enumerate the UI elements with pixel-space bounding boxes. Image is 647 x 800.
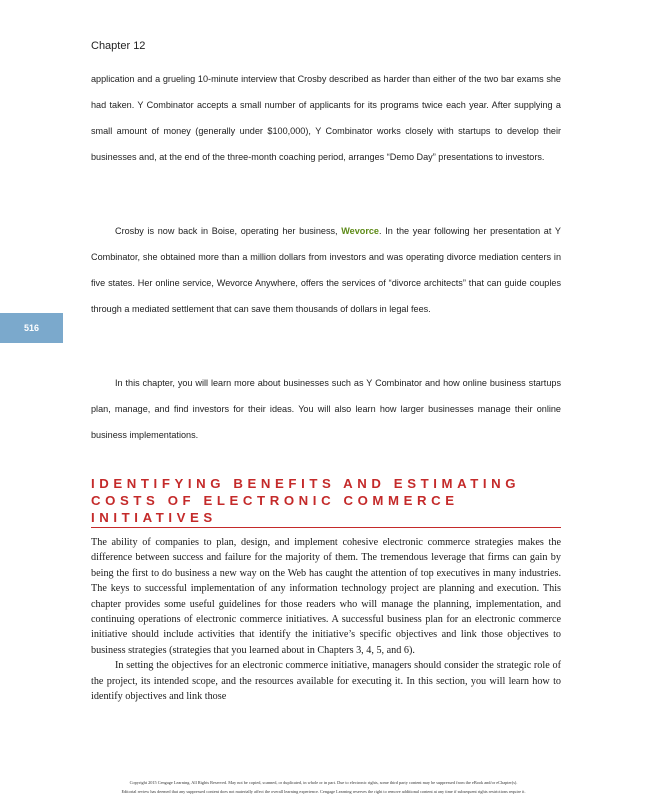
section-p2-text: In setting the objectives for an electronic commerce initiative, managers should consider the strategic role of the project, its intended scope, and the resources available for executing it. In this section, you will learn how to identify objectives and link those (91, 660, 561, 703)
section-body (91, 535, 561, 704)
copyright-footer (18, 778, 629, 796)
footer-line-1: Copyright 2015 Cengage Learning. All Rights Reserved. May not be copied, scanned, or duplicated, in whole or in part. Due to electronic rights, some third party content may be suppressed from the eBook and/or eChapter(s). (129, 780, 518, 785)
footer-line-2: Editorial review has deemed that any suppressed content does not materially affect the overall learning experience. Cengage Learning reserves the right to remove additional content at any time if subsequent rights restrictions require it. (121, 789, 526, 794)
intro-paragraph-1 (91, 66, 561, 170)
page-number-tab: 516 (0, 313, 63, 343)
intro-p3-text: In this chapter, you will learn more about businesses such as Y Combinator and how online business startups plan, manage, and find investors for their ideas. You will also learn how larger businesses manage their online business implementations. (91, 378, 561, 440)
intro-paragraph-2 (91, 218, 561, 322)
intro-p2-after: . In the year following her presentation at Y Combinator, she obtained more than a million dollars from investors and was operating divorce mediation centers in five states. Her online service, Wevorce Anywhere, offers the services of “divorce architects” that can guide couples through a mediated settlement that can save them thousands of dollars in legal fees. (91, 226, 561, 314)
section-heading: IDENTIFYING BENEFITS AND ESTIMATING COSTS OF ELECTRONIC COMMERCE INITIATIVES (91, 476, 521, 525)
intro-p2-text (91, 218, 561, 322)
intro-p1-text: application and a grueling 10-minute interview that Crosby described as harder than either of the two bar exams she had taken. Y Combinator accepts a small number of applicants for its programs twice each year. After supplying a small amount of money (generally under $100,000), Y Combinator works closely with startups to develop their businesses and, at the end of the three-month coaching period, arranges “Demo Day” presentations to investors. (91, 74, 561, 162)
section-divider (91, 527, 561, 528)
section-p1-text: The ability of companies to plan, design, and implement cohesive electronic commerce strategies makes the difference between success and failure for the majority of them. The tremendous leverage that firms can gain by being the first to do business a new way on the Web has caught the attention of top executives in many industries. The keys to successful implementation of any information technology project are planning and execution. This chapter provides some useful guidelines for those readers who will manage the planning, implementation, and continuing operations of electronic commerce initiatives. A successful business plan for an electronic commerce initiative should include activities that identify the initiative’s specific objectives and link those objectives to business strategies (strategies that you learned about in Chapters 3, 4, 5, and 6). (91, 537, 561, 656)
intro-paragraph-3 (91, 370, 561, 448)
intro-p2-before: Crosby is now back in Boise, operating her business, (115, 226, 342, 236)
wevorce-highlight: Wevorce (341, 226, 379, 236)
chapter-label: Chapter 12 (91, 40, 146, 52)
